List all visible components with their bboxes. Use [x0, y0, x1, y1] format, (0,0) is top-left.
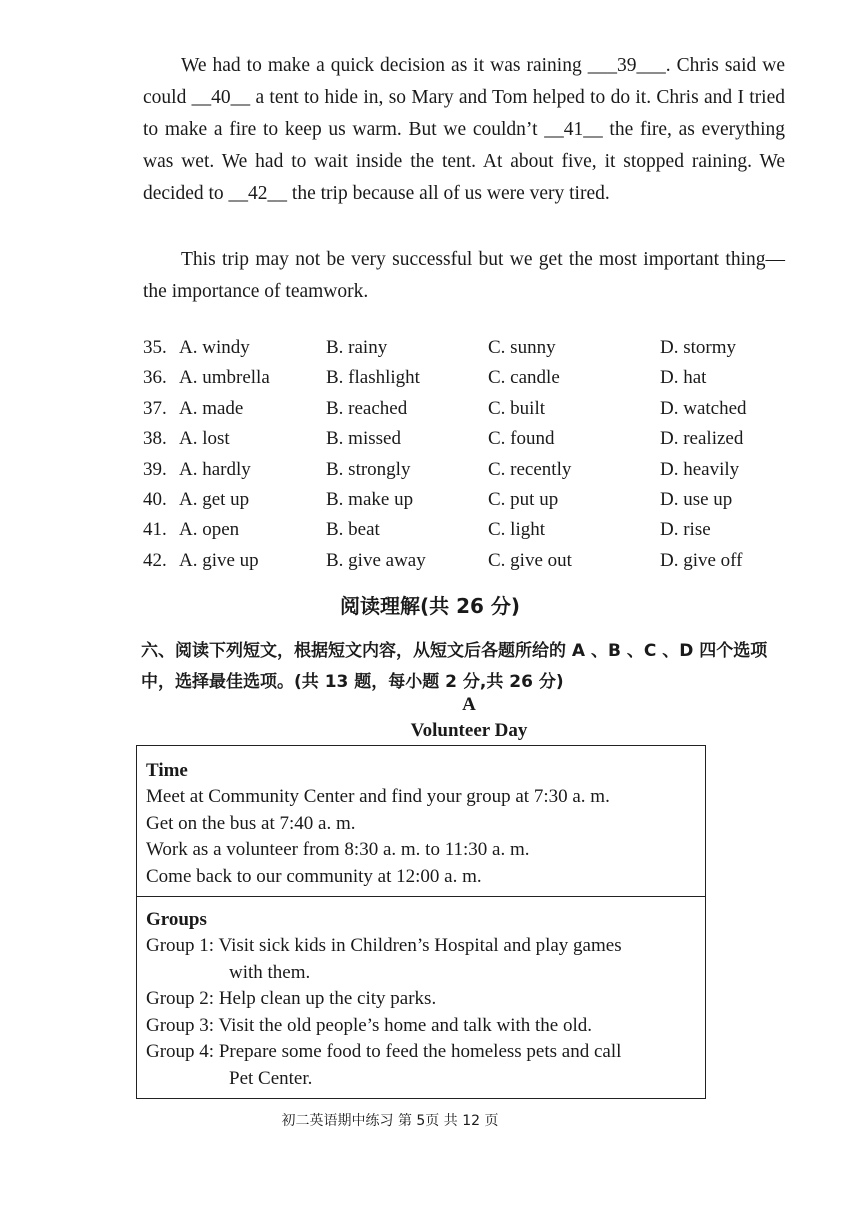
- option-a: A. lost: [179, 428, 230, 450]
- passage-title: Volunteer Day: [410, 720, 528, 741]
- section-divider: [137, 896, 705, 897]
- option-c: C. give out: [488, 549, 572, 571]
- time-line: Meet at Community Center and find your group at 7:30 a. m.: [146, 786, 610, 807]
- question-number: 40.: [143, 488, 167, 510]
- option-d: D. watched: [660, 397, 747, 419]
- group-text: Visit the old people’s home and talk with the old.: [218, 1014, 593, 1036]
- group-text: Visit sick kids in Children’s Hospital and play games: [218, 935, 622, 956]
- question-row: [143, 489, 763, 519]
- volunteer-day-notice: [136, 745, 706, 1099]
- option-c: C. put up: [488, 488, 559, 510]
- groups-heading: Groups: [146, 909, 207, 930]
- group-label: Group 3:: [146, 1014, 219, 1036]
- question-row: [143, 428, 763, 458]
- group-text: Help clean up the city parks.: [218, 988, 437, 1009]
- passage-letter: A: [462, 694, 476, 715]
- option-b: B. beat: [326, 519, 380, 541]
- option-b: B. rainy: [326, 337, 388, 358]
- group-item-continued: with them.: [229, 961, 311, 983]
- time-section: [146, 757, 697, 890]
- option-a: A. windy: [179, 337, 250, 358]
- option-d: D. rise: [660, 519, 711, 541]
- option-c: C. light: [488, 519, 546, 541]
- paragraph-text: We had to make a quick decision as it was raining ___39___. Chris said we could __40__ a tent to hide in, so Mary and Tom helped to do it. Chris and I tried to make a fire to keep us warm. But we couldn’t __41__ the fire, as everything was wet. We had to wait inside the tent. At about five, it stopped raining. We decided to __42__ the trip because all of us were very tired.: [143, 55, 785, 204]
- paragraph-text: This trip may not be very successful but we get the most important thing—the importance of teamwork.: [143, 249, 785, 302]
- question-number: 42.: [143, 549, 167, 571]
- option-b: B. give away: [326, 549, 426, 571]
- question-number: 41.: [143, 519, 167, 541]
- option-d: D. realized: [660, 428, 744, 450]
- group-label: Group 2:: [146, 988, 219, 1009]
- option-d: D. give off: [660, 549, 743, 571]
- group-label: Group 1:: [146, 935, 219, 956]
- option-b: B. missed: [326, 428, 401, 450]
- option-d: D. use up: [660, 488, 733, 510]
- time-heading: Time: [146, 760, 188, 781]
- option-d: D. heavily: [660, 458, 740, 480]
- group-item-continued: Pet Center.: [229, 1067, 313, 1089]
- question-row: [143, 337, 763, 367]
- option-b: B. reached: [326, 397, 408, 419]
- story-paragraph-1: [143, 50, 785, 210]
- option-a: A. made: [179, 397, 244, 419]
- option-c: C. candle: [488, 367, 560, 389]
- question-number: 39.: [143, 458, 167, 480]
- time-line: Get on the bus at 7:40 a. m.: [146, 812, 356, 834]
- option-b: B. strongly: [326, 458, 411, 480]
- question-row: [143, 519, 763, 549]
- cloze-options: [143, 337, 763, 580]
- question-number: 35.: [143, 337, 167, 358]
- option-a: A. give up: [179, 549, 259, 571]
- option-d: D. hat: [660, 367, 707, 389]
- option-c: C. sunny: [488, 337, 556, 358]
- question-row: [143, 459, 763, 489]
- question-number: 38.: [143, 428, 167, 450]
- groups-section: [146, 906, 697, 1092]
- option-d: D. stormy: [660, 337, 736, 358]
- option-a: A. hardly: [179, 458, 251, 480]
- story-paragraph-2: [143, 244, 785, 308]
- group-text: Prepare some food to feed the homeless pets and call: [218, 1041, 622, 1062]
- option-a: A. umbrella: [179, 367, 270, 389]
- question-row: [143, 550, 763, 580]
- group-item: [146, 986, 697, 1013]
- question-row: [143, 398, 763, 428]
- group-item: [146, 1039, 697, 1066]
- option-c: C. built: [488, 397, 546, 419]
- section-instructions: 六、阅读下列短文，根据短文内容，从短文后各题所给的 A 、B 、C 、D 四个选项中，选择最佳选项。(共 13 题，每小题 2 分,共 26 分): [141, 641, 768, 692]
- option-c: C. found: [488, 428, 555, 450]
- question-row: [143, 367, 763, 397]
- question-number: 37.: [143, 397, 167, 419]
- option-b: B. make up: [326, 488, 414, 510]
- group-item: [146, 1013, 697, 1040]
- option-c: C. recently: [488, 458, 572, 480]
- page-footer: 初二英语期中练习 第 5页 共 12 页: [281, 1113, 499, 1129]
- option-b: B. flashlight: [326, 367, 420, 389]
- option-a: A. open: [179, 519, 240, 541]
- question-number: 36.: [143, 367, 167, 389]
- option-a: A. get up: [179, 488, 250, 510]
- group-item: [146, 933, 697, 960]
- group-label: Group 4:: [146, 1041, 219, 1062]
- time-line: Come back to our community at 12:00 a. m.: [146, 865, 482, 887]
- section-title: 阅读理解(共 26 分): [339, 594, 521, 618]
- time-line: Work as a volunteer from 8:30 a. m. to 11:30 a. m.: [146, 839, 530, 860]
